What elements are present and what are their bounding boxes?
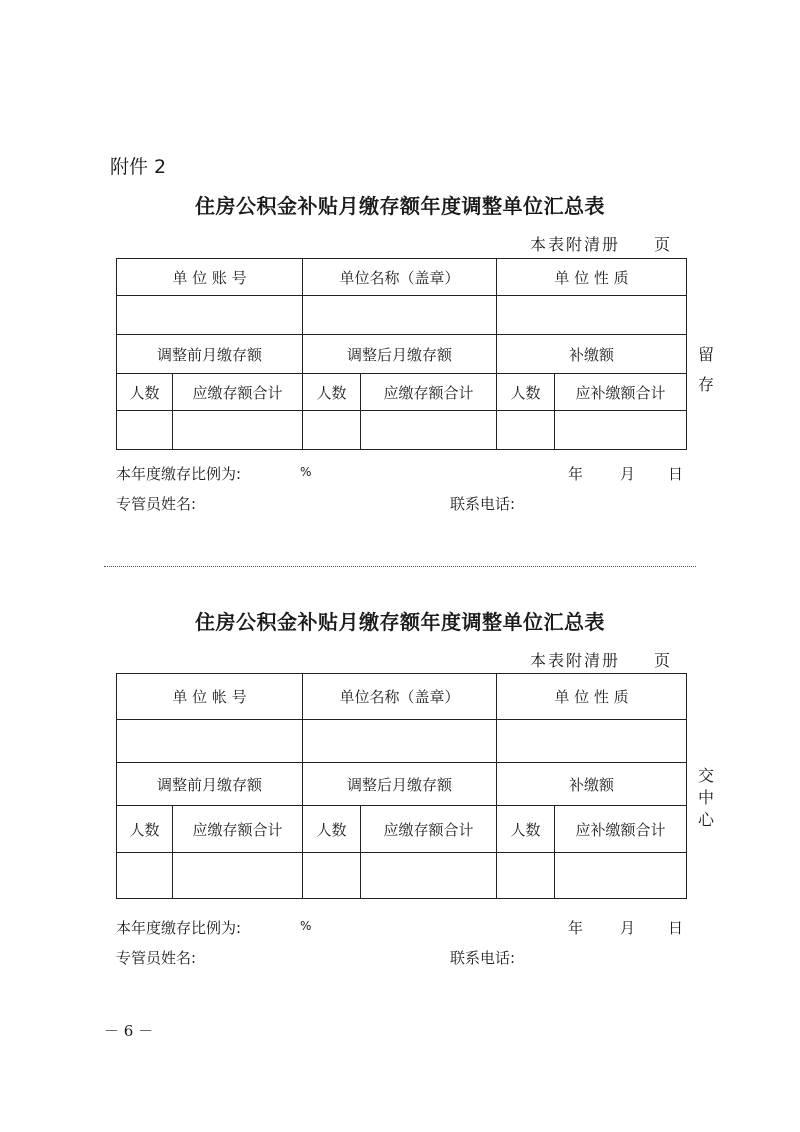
attached-list-note: [530, 648, 672, 671]
cut-line: [104, 566, 696, 567]
count-before-cell[interactable]: [117, 853, 173, 899]
side-note-char: 交: [697, 766, 714, 785]
attachment-label: 附件 2: [110, 156, 167, 178]
header-due-total-before: 应缴存额合计: [173, 374, 303, 411]
header-supplement: 补缴额: [497, 763, 687, 806]
manager-name-label: 专管员姓名:: [116, 495, 197, 513]
due-total-before-cell[interactable]: [173, 853, 303, 899]
date-line: [568, 917, 683, 938]
day-label: 日: [668, 919, 684, 937]
due-total-before-cell[interactable]: [173, 411, 303, 450]
account-cell[interactable]: [117, 720, 303, 763]
side-note-char: 留: [697, 345, 714, 364]
unit-nature-cell[interactable]: [497, 296, 687, 335]
side-note-submit-center: [696, 765, 716, 831]
attached-list-note: [530, 232, 672, 255]
phone-label: 联系电话:: [450, 495, 516, 513]
year-label: 年: [568, 465, 584, 483]
header-unit-name: 单位名称（盖章）: [303, 674, 497, 720]
unit-name-cell[interactable]: [303, 720, 497, 763]
contribution-ratio-label: 本年度缴存比例为:: [116, 919, 242, 937]
year-label: 年: [568, 919, 584, 937]
attached-list-page-unit: 页: [654, 651, 673, 670]
header-due-total-after: 应缴存额合计: [361, 374, 497, 411]
header-account: 单 位 帐 号: [117, 674, 303, 720]
header-count-supplement: 人数: [497, 806, 555, 853]
header-unit-name: 单位名称（盖章）: [303, 259, 497, 296]
attached-list-page-unit: 页: [654, 235, 673, 254]
summary-table: [116, 258, 687, 450]
count-after-cell[interactable]: [303, 853, 361, 899]
due-total-after-cell[interactable]: [361, 853, 497, 899]
header-after-adjustment: 调整后月缴存额: [303, 763, 497, 806]
side-note-char: 心: [697, 810, 714, 829]
supplement-total-cell[interactable]: [555, 853, 687, 899]
header-due-total-before: 应缴存额合计: [173, 806, 303, 853]
supplement-total-cell[interactable]: [555, 411, 687, 450]
form-title: 住房公积金补贴月缴存额年度调整单位汇总表: [195, 194, 605, 218]
header-account: 单 位 账 号: [117, 259, 303, 296]
contribution-ratio-label: 本年度缴存比例为:: [116, 465, 242, 483]
unit-name-cell[interactable]: [303, 296, 497, 335]
header-before-adjustment: 调整前月缴存额: [117, 763, 303, 806]
side-note-retain: [696, 340, 716, 400]
date-line: [568, 463, 683, 484]
header-count-before: 人数: [117, 374, 173, 411]
side-note-char: 存: [697, 375, 714, 394]
month-label: 月: [620, 465, 636, 483]
count-supplement-cell[interactable]: [497, 411, 555, 450]
day-label: 日: [668, 465, 684, 483]
manager-name-label: 专管员姓名:: [116, 949, 197, 967]
percent-sign: %: [300, 919, 312, 933]
percent-sign: %: [300, 465, 312, 479]
header-supplement-total: 应补缴额合计: [555, 806, 687, 853]
header-supplement-total: 应补缴额合计: [555, 374, 687, 411]
attached-list-label: 本表附清册: [530, 651, 621, 670]
count-after-cell[interactable]: [303, 411, 361, 450]
attached-list-label: 本表附清册: [530, 235, 621, 254]
header-count-supplement: 人数: [497, 374, 555, 411]
month-label: 月: [620, 919, 636, 937]
count-before-cell[interactable]: [117, 411, 173, 450]
due-total-after-cell[interactable]: [361, 411, 497, 450]
phone-label: 联系电话:: [450, 949, 516, 967]
header-unit-nature: 单 位 性 质: [497, 674, 687, 720]
header-after-adjustment: 调整后月缴存额: [303, 335, 497, 374]
account-cell[interactable]: [117, 296, 303, 335]
header-supplement: 补缴额: [497, 335, 687, 374]
header-due-total-after: 应缴存额合计: [361, 806, 497, 853]
header-count-after: 人数: [303, 374, 361, 411]
summary-table: [116, 673, 687, 899]
form-title: 住房公积金补贴月缴存额年度调整单位汇总表: [195, 610, 605, 634]
header-unit-nature: 单 位 性 质: [497, 259, 687, 296]
unit-nature-cell[interactable]: [497, 720, 687, 763]
header-before-adjustment: 调整前月缴存额: [117, 335, 303, 374]
header-count-after: 人数: [303, 806, 361, 853]
page-number: － 6 －: [104, 1022, 154, 1040]
count-supplement-cell[interactable]: [497, 853, 555, 899]
header-count-before: 人数: [117, 806, 173, 853]
side-note-char: 中: [697, 788, 714, 807]
